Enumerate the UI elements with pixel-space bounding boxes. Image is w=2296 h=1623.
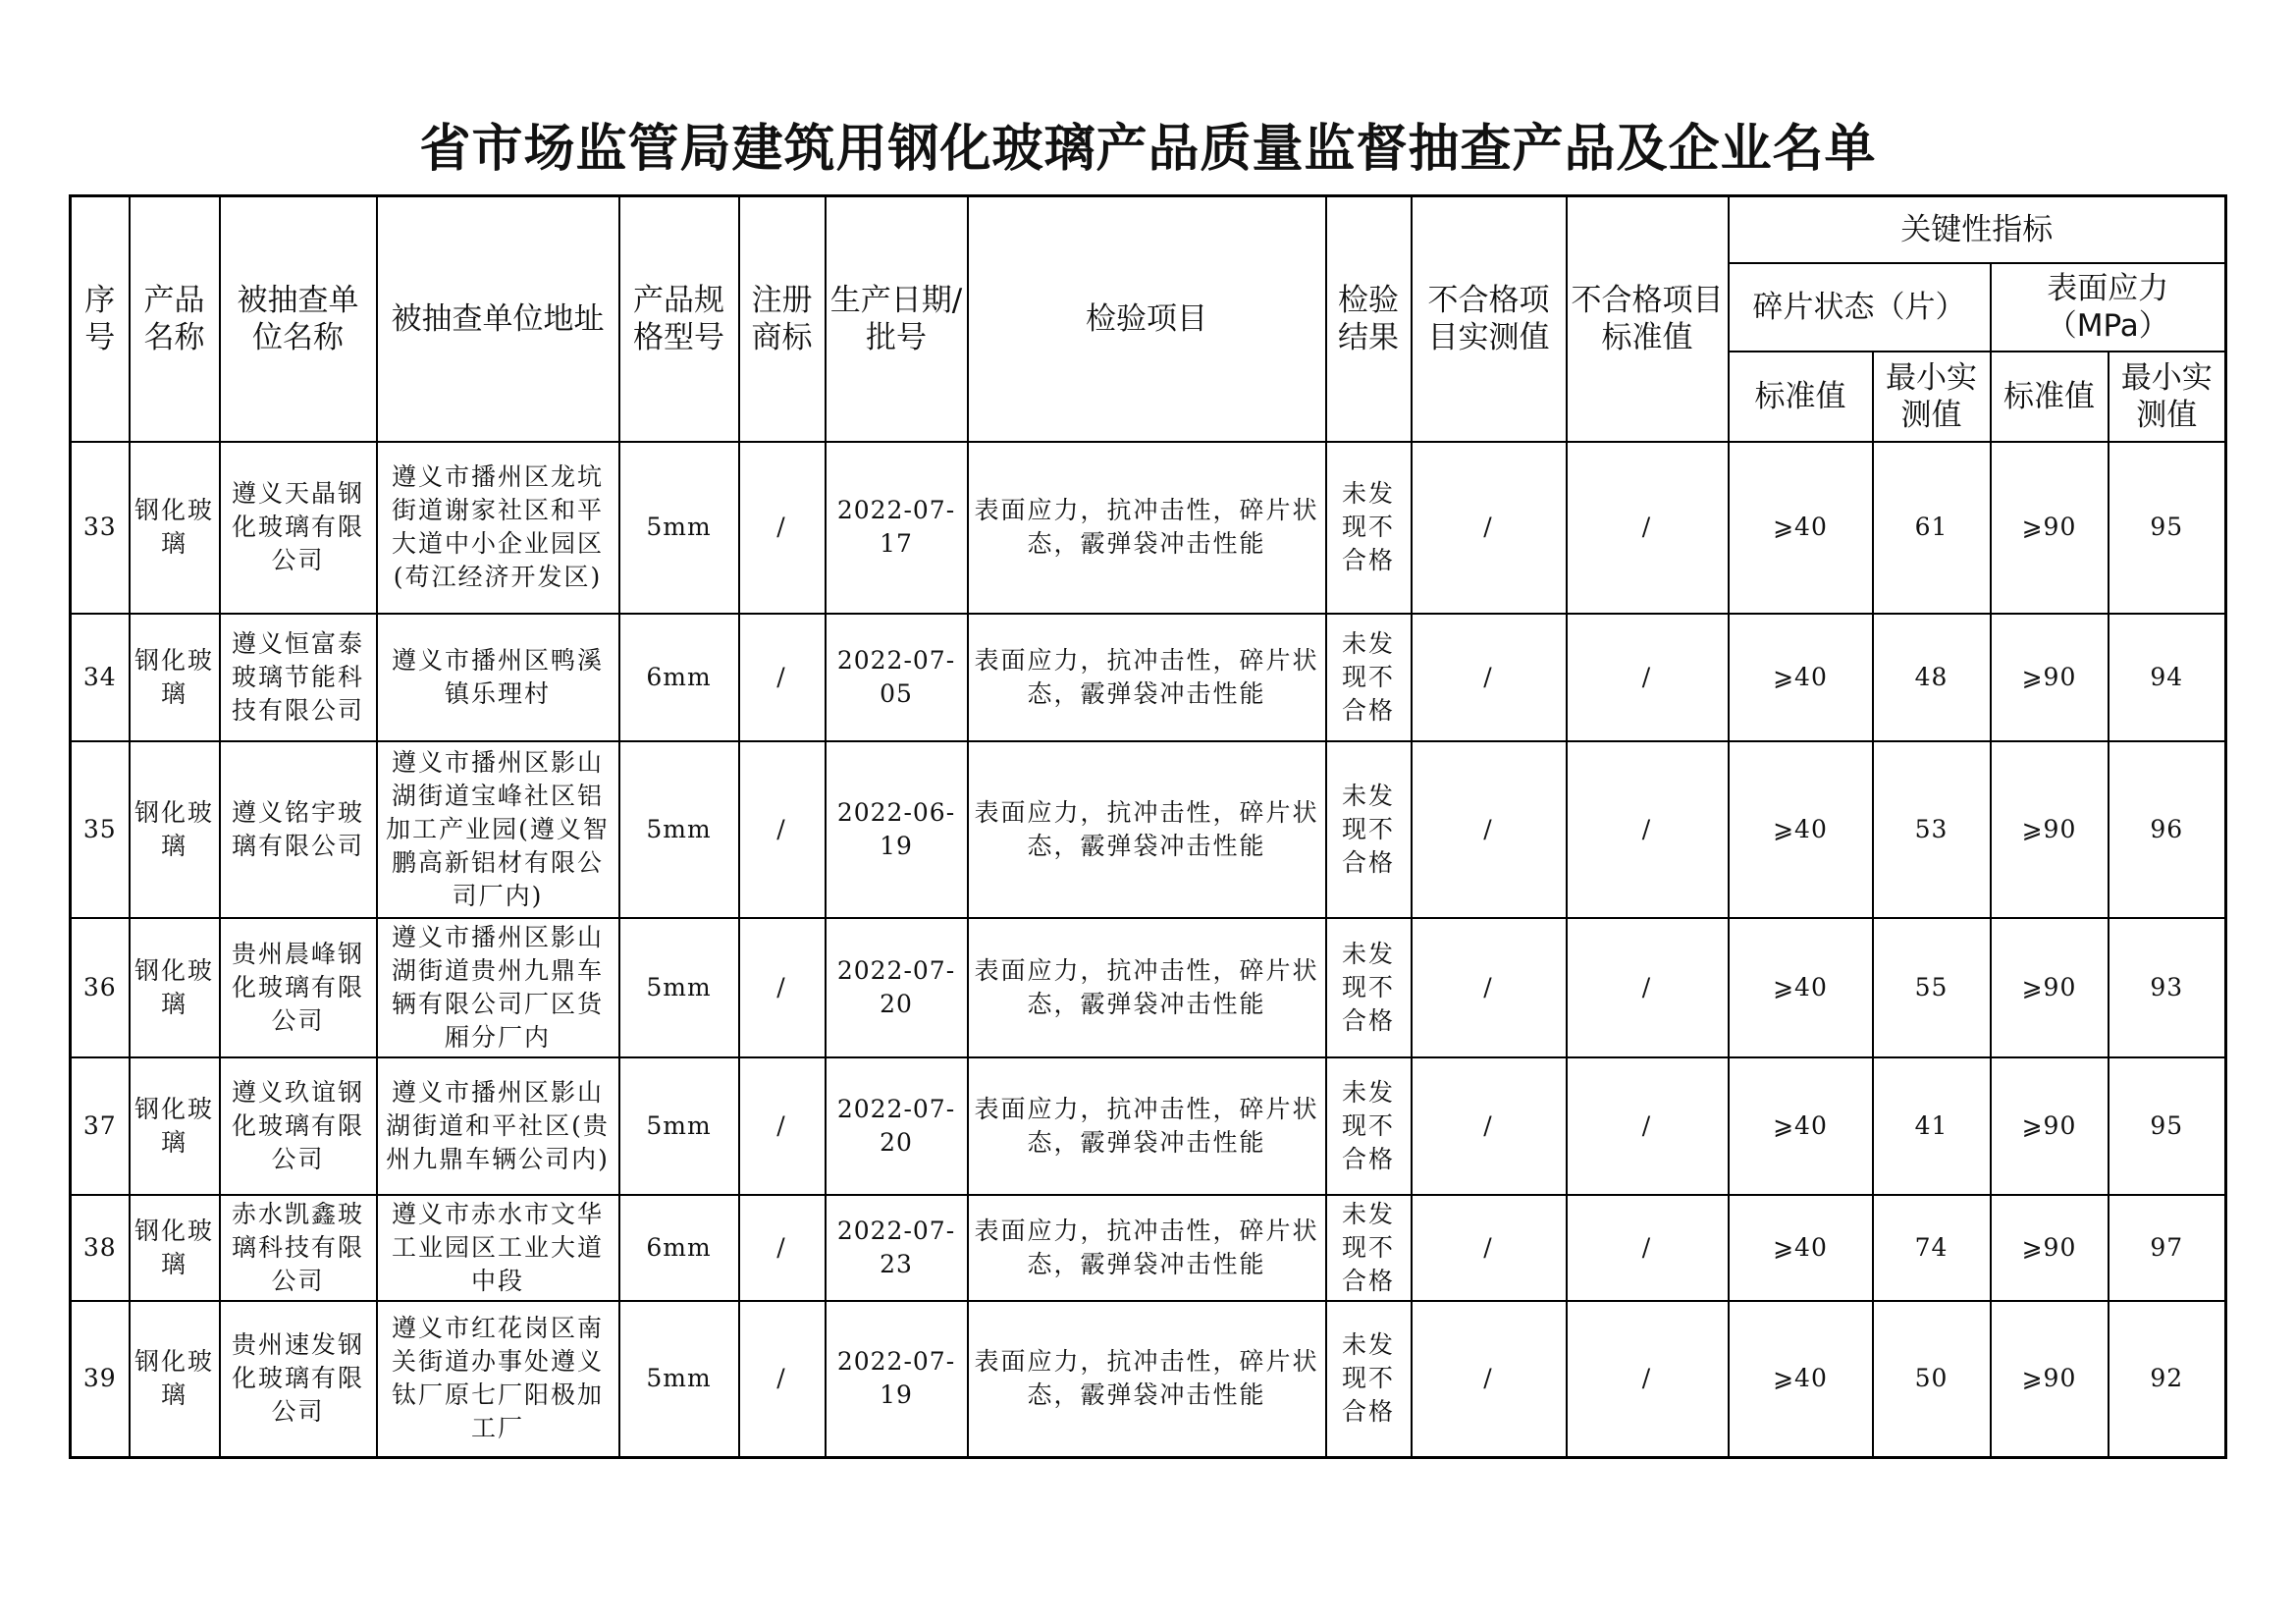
cell-stress-min: 97 [2109, 1195, 2226, 1301]
cell-frag-min: 50 [1873, 1301, 1991, 1458]
cell-company: 遵义恒富泰玻璃节能科技有限公司 [220, 614, 377, 741]
cell-product: 钢化玻璃 [130, 1195, 220, 1301]
table-row [71, 1057, 2226, 1195]
cell-fail-measured: / [1412, 741, 1567, 918]
cell-stress-min: 95 [2109, 442, 2226, 614]
cell-frag-std: ⩾40 [1729, 614, 1873, 741]
cell-fail-standard: / [1567, 1195, 1729, 1301]
cell-date: 2022-07-17 [826, 442, 968, 614]
cell-fail-measured: / [1412, 614, 1567, 741]
cell-frag-std: ⩾40 [1729, 442, 1873, 614]
cell-frag-std: ⩾40 [1729, 1301, 1873, 1458]
cell-result: 未发现不合格 [1326, 614, 1412, 741]
header-frag-min: 最小实测值 [1873, 352, 1991, 442]
cell-trademark: / [739, 741, 826, 918]
header-trademark: 注册商标 [739, 196, 826, 442]
cell-product: 钢化玻璃 [130, 442, 220, 614]
cell-company: 遵义铭宇玻璃有限公司 [220, 741, 377, 918]
cell-spec: 5mm [619, 442, 739, 614]
cell-trademark: / [739, 442, 826, 614]
cell-product: 钢化玻璃 [130, 614, 220, 741]
cell-date: 2022-07-19 [826, 1301, 968, 1458]
cell-fail-measured: / [1412, 918, 1567, 1057]
table-row [71, 741, 2226, 918]
cell-seq: 39 [71, 1301, 130, 1458]
cell-seq: 38 [71, 1195, 130, 1301]
cell-seq: 36 [71, 918, 130, 1057]
cell-address: 遵义市赤水市文华工业园区工业大道中段 [377, 1195, 619, 1301]
header-result: 检验结果 [1326, 196, 1412, 442]
cell-product: 钢化玻璃 [130, 1057, 220, 1195]
table-row [71, 614, 2226, 741]
cell-seq: 37 [71, 1057, 130, 1195]
cell-date: 2022-07-05 [826, 614, 968, 741]
cell-company: 遵义玖谊钢化玻璃有限公司 [220, 1057, 377, 1195]
cell-seq: 35 [71, 741, 130, 918]
cell-stress-min: 94 [2109, 614, 2226, 741]
cell-date: 2022-07-20 [826, 918, 968, 1057]
cell-stress-min: 92 [2109, 1301, 2226, 1458]
header-fail-measured: 不合格项目实测值 [1412, 196, 1567, 442]
cell-frag-min: 74 [1873, 1195, 1991, 1301]
cell-fail-standard: / [1567, 1057, 1729, 1195]
cell-address: 遵义市播州区鸭溪镇乐理村 [377, 614, 619, 741]
inspection-table [69, 194, 2227, 1459]
header-items: 检验项目 [968, 196, 1326, 442]
table-row [71, 918, 2226, 1057]
cell-address: 遵义市播州区影山湖街道和平社区(贵州九鼎车辆公司内) [377, 1057, 619, 1195]
cell-frag-min: 55 [1873, 918, 1991, 1057]
cell-fail-measured: / [1412, 1057, 1567, 1195]
cell-spec: 5mm [619, 741, 739, 918]
header-fail-standard: 不合格项目标准值 [1567, 196, 1729, 442]
cell-trademark: / [739, 918, 826, 1057]
cell-trademark: / [739, 614, 826, 741]
cell-result: 未发现不合格 [1326, 442, 1412, 614]
header-company: 被抽查单位名称 [220, 196, 377, 442]
cell-items: 表面应力，抗冲击性，碎片状态，霰弹袋冲击性能 [968, 918, 1326, 1057]
cell-date: 2022-06-19 [826, 741, 968, 918]
header-seq: 序号 [71, 196, 130, 442]
page-title: 省市场监管局建筑用钢化玻璃产品质量监督抽查产品及企业名单 [419, 120, 1877, 179]
header-stress: 表面应力（MPa） [1991, 263, 2226, 352]
cell-address: 遵义市播州区影山湖街道贵州九鼎车辆有限公司厂区货厢分厂内 [377, 918, 619, 1057]
header-address: 被抽查单位地址 [377, 196, 619, 442]
cell-frag-min: 41 [1873, 1057, 1991, 1195]
table-row [71, 1301, 2226, 1458]
header-date: 生产日期/批号 [826, 196, 968, 442]
cell-date: 2022-07-23 [826, 1195, 968, 1301]
cell-stress-min: 95 [2109, 1057, 2226, 1195]
cell-seq: 33 [71, 442, 130, 614]
cell-stress-std: ⩾90 [1991, 741, 2109, 918]
cell-result: 未发现不合格 [1326, 741, 1412, 918]
cell-stress-std: ⩾90 [1991, 1057, 2109, 1195]
cell-fail-standard: / [1567, 614, 1729, 741]
cell-company: 赤水凯鑫玻璃科技有限公司 [220, 1195, 377, 1301]
cell-frag-std: ⩾40 [1729, 741, 1873, 918]
header-stress-min: 最小实测值 [2109, 352, 2226, 442]
cell-company: 贵州速发钢化玻璃有限公司 [220, 1301, 377, 1458]
cell-fail-standard: / [1567, 1301, 1729, 1458]
cell-fail-measured: / [1412, 1301, 1567, 1458]
cell-product: 钢化玻璃 [130, 918, 220, 1057]
cell-items: 表面应力，抗冲击性，碎片状态，霰弹袋冲击性能 [968, 1057, 1326, 1195]
cell-stress-std: ⩾90 [1991, 1195, 2109, 1301]
header-fragment: 碎片状态（片） [1729, 263, 1991, 352]
cell-items: 表面应力，抗冲击性，碎片状态，霰弹袋冲击性能 [968, 442, 1326, 614]
cell-stress-min: 93 [2109, 918, 2226, 1057]
cell-trademark: / [739, 1301, 826, 1458]
cell-stress-std: ⩾90 [1991, 918, 2109, 1057]
cell-result: 未发现不合格 [1326, 1195, 1412, 1301]
cell-company: 遵义天晶钢化玻璃有限公司 [220, 442, 377, 614]
cell-frag-min: 61 [1873, 442, 1991, 614]
cell-spec: 6mm [619, 614, 739, 741]
cell-fail-standard: / [1567, 442, 1729, 614]
cell-address: 遵义市红花岗区南关街道办事处遵义钛厂原七厂阳极加工厂 [377, 1301, 619, 1458]
cell-items: 表面应力，抗冲击性，碎片状态，霰弹袋冲击性能 [968, 1195, 1326, 1301]
header-spec: 产品规格型号 [619, 196, 739, 442]
cell-product: 钢化玻璃 [130, 741, 220, 918]
cell-stress-min: 96 [2109, 741, 2226, 918]
cell-frag-min: 48 [1873, 614, 1991, 741]
cell-frag-std: ⩾40 [1729, 1195, 1873, 1301]
cell-stress-std: ⩾90 [1991, 1301, 2109, 1458]
cell-items: 表面应力，抗冲击性，碎片状态，霰弹袋冲击性能 [968, 741, 1326, 918]
cell-items: 表面应力，抗冲击性，碎片状态，霰弹袋冲击性能 [968, 1301, 1326, 1458]
cell-spec: 5mm [619, 918, 739, 1057]
cell-stress-std: ⩾90 [1991, 614, 2109, 741]
cell-frag-std: ⩾40 [1729, 918, 1873, 1057]
cell-fail-measured: / [1412, 442, 1567, 614]
header-stress-std: 标准值 [1991, 352, 2109, 442]
cell-trademark: / [739, 1195, 826, 1301]
cell-fail-standard: / [1567, 741, 1729, 918]
cell-items: 表面应力，抗冲击性，碎片状态，霰弹袋冲击性能 [968, 614, 1326, 741]
cell-seq: 34 [71, 614, 130, 741]
header-product-name: 产品名称 [130, 196, 220, 442]
cell-result: 未发现不合格 [1326, 1057, 1412, 1195]
cell-company: 贵州晨峰钢化玻璃有限公司 [220, 918, 377, 1057]
cell-fail-standard: / [1567, 918, 1729, 1057]
table-row [71, 1195, 2226, 1301]
table-row [71, 442, 2226, 614]
cell-address: 遵义市播州区龙坑街道谢家社区和平大道中小企业园区(苟江经济开发区) [377, 442, 619, 614]
header-frag-std: 标准值 [1729, 352, 1873, 442]
cell-stress-std: ⩾90 [1991, 442, 2109, 614]
cell-spec: 5mm [619, 1301, 739, 1458]
cell-result: 未发现不合格 [1326, 918, 1412, 1057]
cell-address: 遵义市播州区影山湖街道宝峰社区铝加工产业园(遵义智鹏高新铝材有限公司厂内) [377, 741, 619, 918]
cell-frag-min: 53 [1873, 741, 1991, 918]
cell-frag-std: ⩾40 [1729, 1057, 1873, 1195]
cell-fail-measured: / [1412, 1195, 1567, 1301]
cell-trademark: / [739, 1057, 826, 1195]
cell-date: 2022-07-20 [826, 1057, 968, 1195]
cell-spec: 6mm [619, 1195, 739, 1301]
cell-spec: 5mm [619, 1057, 739, 1195]
cell-result: 未发现不合格 [1326, 1301, 1412, 1458]
cell-product: 钢化玻璃 [130, 1301, 220, 1458]
header-key-indicators: 关键性指标 [1729, 196, 2226, 263]
